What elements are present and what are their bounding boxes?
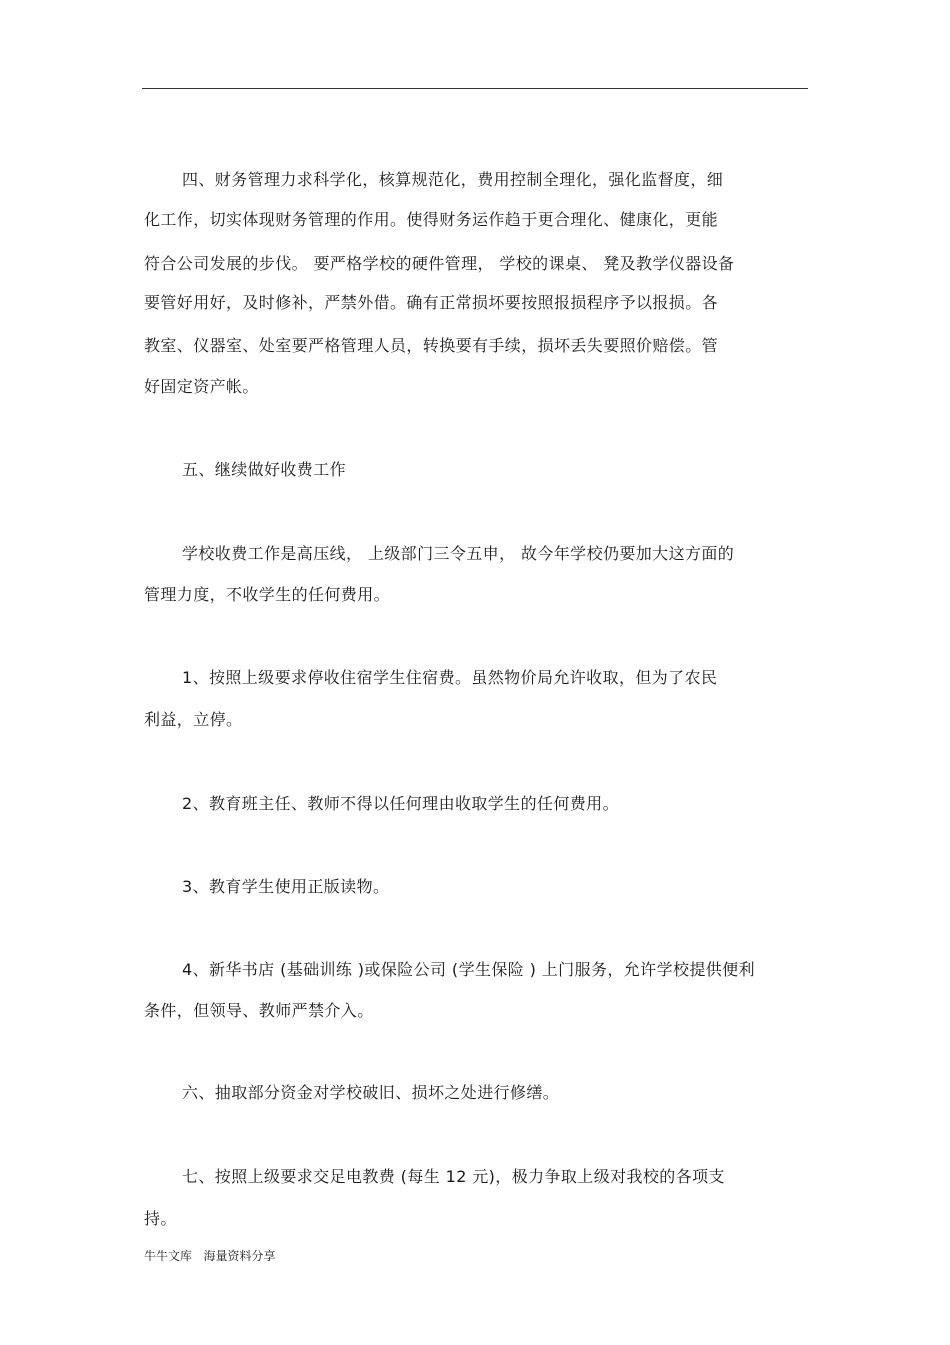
section-heading: 五、继续做好收费工作 [182, 460, 347, 479]
paragraph-line: 2、教育班主任、教师不得以任何理由收取学生的任何费用。 [182, 794, 619, 813]
paragraph-line: 4、新华书店 (基础训练 )或保险公司 (学生保险 ) 上门服务，允许学校提供便利 [182, 960, 755, 979]
paragraph-line: 条件，但领导、教师严禁介入。 [144, 1001, 374, 1020]
paragraph-line: 学校收费工作是高压线， 上级部门三令五申， 故今年学校仍要加大这方面的 [182, 544, 735, 563]
paragraph-line: 管理力度，不收学生的任何费用。 [144, 585, 391, 604]
paragraph-line: 七、按照上级要求交足电教费 (每生 12 元)，极力争取上级对我校的各项支 [182, 1167, 725, 1186]
paragraph-line: 化工作，切实体现财务管理的作用。使得财务运作趋于更合理化、健康化，更能 [144, 210, 719, 229]
paragraph-line: 教室、仪器室、处室要严格管理人员，转换要有手续，损坏丢失要照价赔偿。管 [144, 336, 719, 355]
paragraph-line: 1、按照上级要求停收住宿学生住宿费。虽然物价局允许收取，但为了农民 [182, 668, 718, 687]
paragraph-line: 好固定资产帐。 [144, 377, 259, 396]
header-rule [142, 88, 808, 89]
paragraph-line: 持。 [144, 1209, 177, 1228]
paragraph-line: 四、财务管理力求科学化，核算规范化，费用控制全理化，强化监督度，细 [182, 170, 724, 189]
paragraph-line: 要管好用好，及时修补，严禁外借。确有正常损坏要按照报损程序予以报损。各 [144, 293, 719, 312]
footer-text: 牛牛文库 海量资料分享 [144, 1249, 276, 1263]
section-heading: 六、抽取部分资金对学校破旧、损坏之处进行修缮。 [182, 1083, 560, 1102]
paragraph-line: 利益，立停。 [144, 710, 243, 729]
paragraph-line: 3、教育学生使用正版读物。 [182, 877, 390, 896]
paragraph-line: 符合公司发展的步伐。 要严格学校的硬件管理， 学校的课桌、 凳及教学仪器设备 [144, 254, 735, 273]
